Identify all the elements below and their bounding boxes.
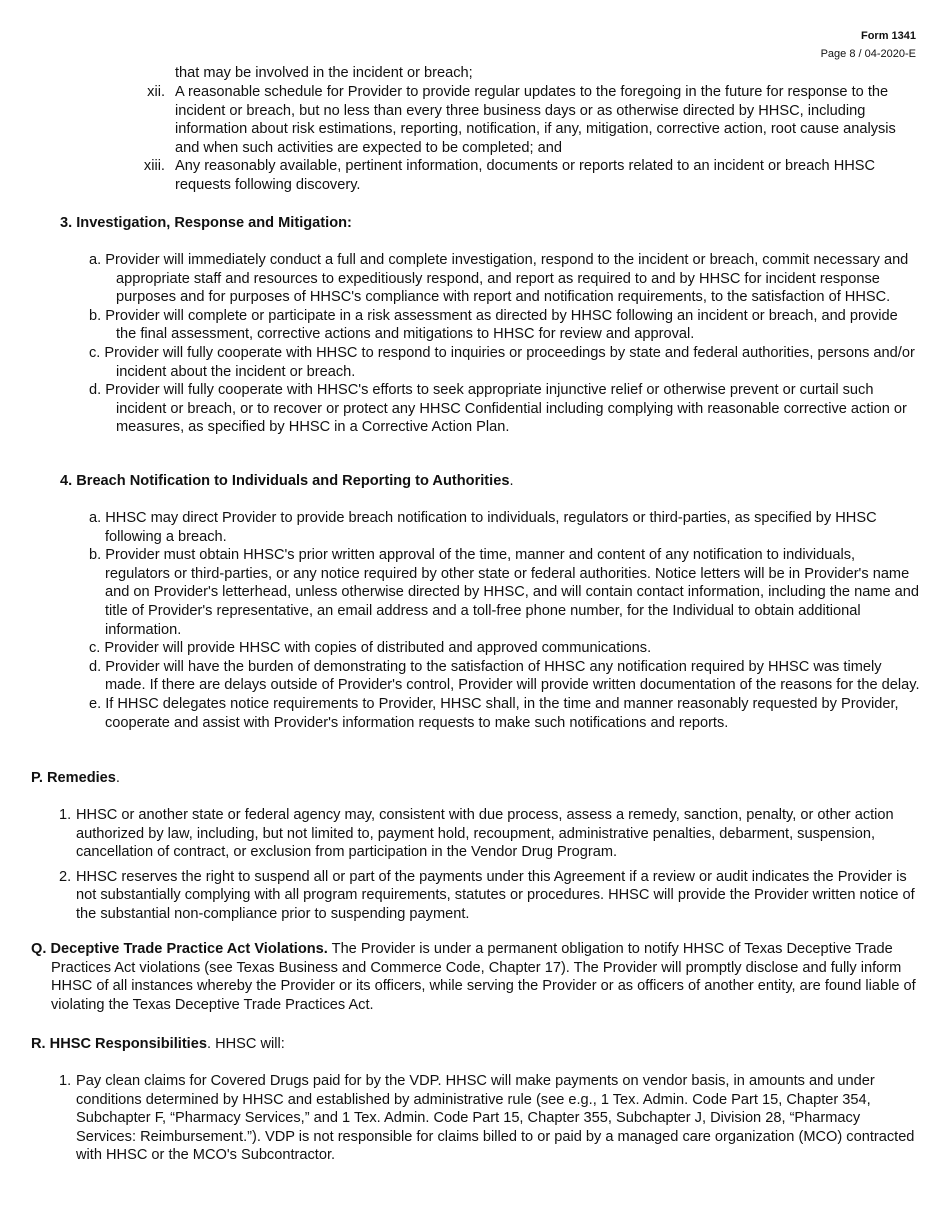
item-text: HHSC reserves the right to suspend all or part of the payments under this Agreement if a review or audit indicates the Provider is not substantially complying with all program requirements, statutes or procedures. HHSC will provide the Provider written notice of the substantial non-compliance prior to suspending payment.	[76, 868, 915, 922]
item-text: If HHSC delegates notice requirements to Provider, HHSC shall, in the time and manner reasonably requested by Provider, cooperate and assist with Provider's information requests to make such notifications and reports.	[105, 695, 899, 731]
form-number: Form 1341	[860, 30, 916, 42]
item-label: 1.	[59, 1073, 72, 1089]
item-label: 2.	[59, 868, 72, 885]
section-q-text: The Provider is under a permanent obligation to notify HHSC of Texas Deceptive Trade Practices Act violations (see Texas Business and Commerce Code, Chapter 17). The Provider will promptly disclose and fully inform HHSC of all instances whereby the Provider or its officers, while serving the Provider or as officers of another entity, are found liable of violating the Texas Deceptive Trade Practices Act.	[51, 941, 916, 1013]
item-text: Provider will have the burden of demonstrating to the satisfaction of HHSC any notification required by HHSC was timely made. If there are delays outside of Provider's control, Provider will provide written documentation of the reasons for the delay.	[105, 658, 920, 694]
section-p-list	[59, 806, 921, 924]
item-text: Any reasonably available, pertinent information, documents or reports related to an incident or breach HHSC requests following discovery.	[175, 158, 876, 193]
list-item	[89, 381, 921, 437]
item-text: Provider must obtain HHSC's prior written approval of the time, manner and content of any notification to individuals, regulators or third-parties, or any notice required by other state or federal authorities. Notice letters will be in Provider's name and on Provider's letterhead, unless otherwise directed by HHSC, and will contain contact information, including the name and title of Provider's representative, an email address and a toll-free phone number, for the Individual to obtain additional information.	[105, 547, 920, 638]
item-label: 1.	[59, 807, 72, 823]
item-label: d.	[89, 658, 102, 675]
list-item	[89, 251, 921, 307]
item-label: b.	[89, 547, 102, 564]
item-label: a.	[89, 510, 102, 526]
item-text: Provider will complete or participate in a risk assessment as directed by HHSC following an incident or breach, and provide the final assessment, corrective actions and mitigations to HHSC for review and approval.	[105, 307, 898, 343]
list-item	[59, 868, 921, 924]
section-r-list	[59, 1072, 921, 1165]
roman-list	[140, 83, 920, 195]
section-4-heading: 4. Breach Notification to Individuals and Reporting to Authorities.	[60, 473, 514, 489]
item-label: c.	[89, 344, 101, 361]
list-item	[59, 1072, 921, 1165]
section-4-list	[89, 509, 921, 732]
list-item	[89, 307, 921, 344]
item-text: Provider will fully cooperate with HHSC to respond to inquiries or proceedings by state and federal authorities, persons and/or incident about the incident or breach.	[104, 344, 915, 380]
page-header	[821, 27, 916, 63]
item-text: Provider will immediately conduct a full and complete investigation, respond to the incident or breach, commit necessary and appropriate staff and resources to expeditiously respond, and report as required to and by HHSC for incident response purposes and for purposes of HHSC's compliance with report and notification requirements, to the satisfaction of HHSC.	[105, 252, 909, 306]
section-q	[31, 940, 921, 1014]
section-3-heading: 3. Investigation, Response and Mitigation:	[60, 215, 352, 231]
item-label: b.	[89, 307, 102, 324]
item-text: HHSC or another state or federal agency may, consistent with due process, assess a remedy, sanction, penalty, or other action authorized by law, including, but not limited to, payment hold, recoupment, administrative penalties, debarment, suspension, cancellation of contract, or exclusion from participation in the Vendor Drug Program.	[76, 807, 894, 861]
item-label: d.	[89, 382, 102, 399]
section-p-heading: P. Remedies.	[31, 770, 120, 786]
item-text: Provider will fully cooperate with HHSC's efforts to seek appropriate injunctive relief or otherwise prevent or curtail such incident or breach, or to recover or protect any HHSC Confidential including complying with reasonable corrective action or measures, as specified by HHSC in a Corrective Action Plan.	[105, 382, 907, 436]
item-text: A reasonable schedule for Provider to provide regular updates to the foregoing in the future for response to the incident or breach, but no less than every three business days or as otherwise directed by HHSC, including information about risk estimations, reporting, notification, if any, mitigation, corrective action, root cause analysis and when such activities are expected to be completed; and	[175, 84, 896, 156]
list-item	[140, 157, 920, 194]
section-q-heading: Q. Deceptive Trade Practice Act Violations.	[31, 941, 328, 957]
list-item	[89, 546, 921, 639]
item-label: c.	[89, 640, 101, 657]
roman-continuation: that may be involved in the incident or breach;	[175, 65, 473, 81]
list-item	[89, 344, 921, 381]
section-3-list	[89, 251, 921, 437]
list-item	[140, 83, 920, 157]
page-number: Page 8 / 04-2020-E	[820, 48, 916, 60]
item-label: a.	[89, 252, 102, 268]
list-item	[89, 695, 921, 732]
item-number: xiii.	[143, 158, 165, 175]
list-item	[89, 639, 921, 658]
list-item	[89, 509, 921, 546]
item-label: e.	[89, 695, 102, 712]
list-item	[59, 806, 921, 862]
section-r-heading: R. HHSC Responsibilities. HHSC will:	[31, 1036, 285, 1052]
item-text: HHSC may direct Provider to provide breach notification to individuals, regulators or third-parties, as specified by HHSC following a breach.	[105, 510, 877, 545]
item-number: xii.	[147, 84, 165, 100]
item-text: Provider will provide HHSC with copies of distributed and approved communications.	[104, 640, 652, 657]
item-text: Pay clean claims for Covered Drugs paid for by the VDP. HHSC will make payments on vendor basis, in amounts and under conditions determined by HHSC and established by administrative rule (see e.g., 1 Tex. Admin. Code Part 15, Chapter 354, Subchapter F, “Pharmacy Services,” and 1 Tex. Admin. Code Part 15, Chapter 355, Subchapter J, Division 28, “Pharmacy Services: Reimbursement.”). VDP is not responsible for claims billed to or paid by a managed care organization (MCO) contracted with HHSC or the MCO's Subcontractor.	[76, 1073, 915, 1164]
list-item	[89, 658, 921, 695]
